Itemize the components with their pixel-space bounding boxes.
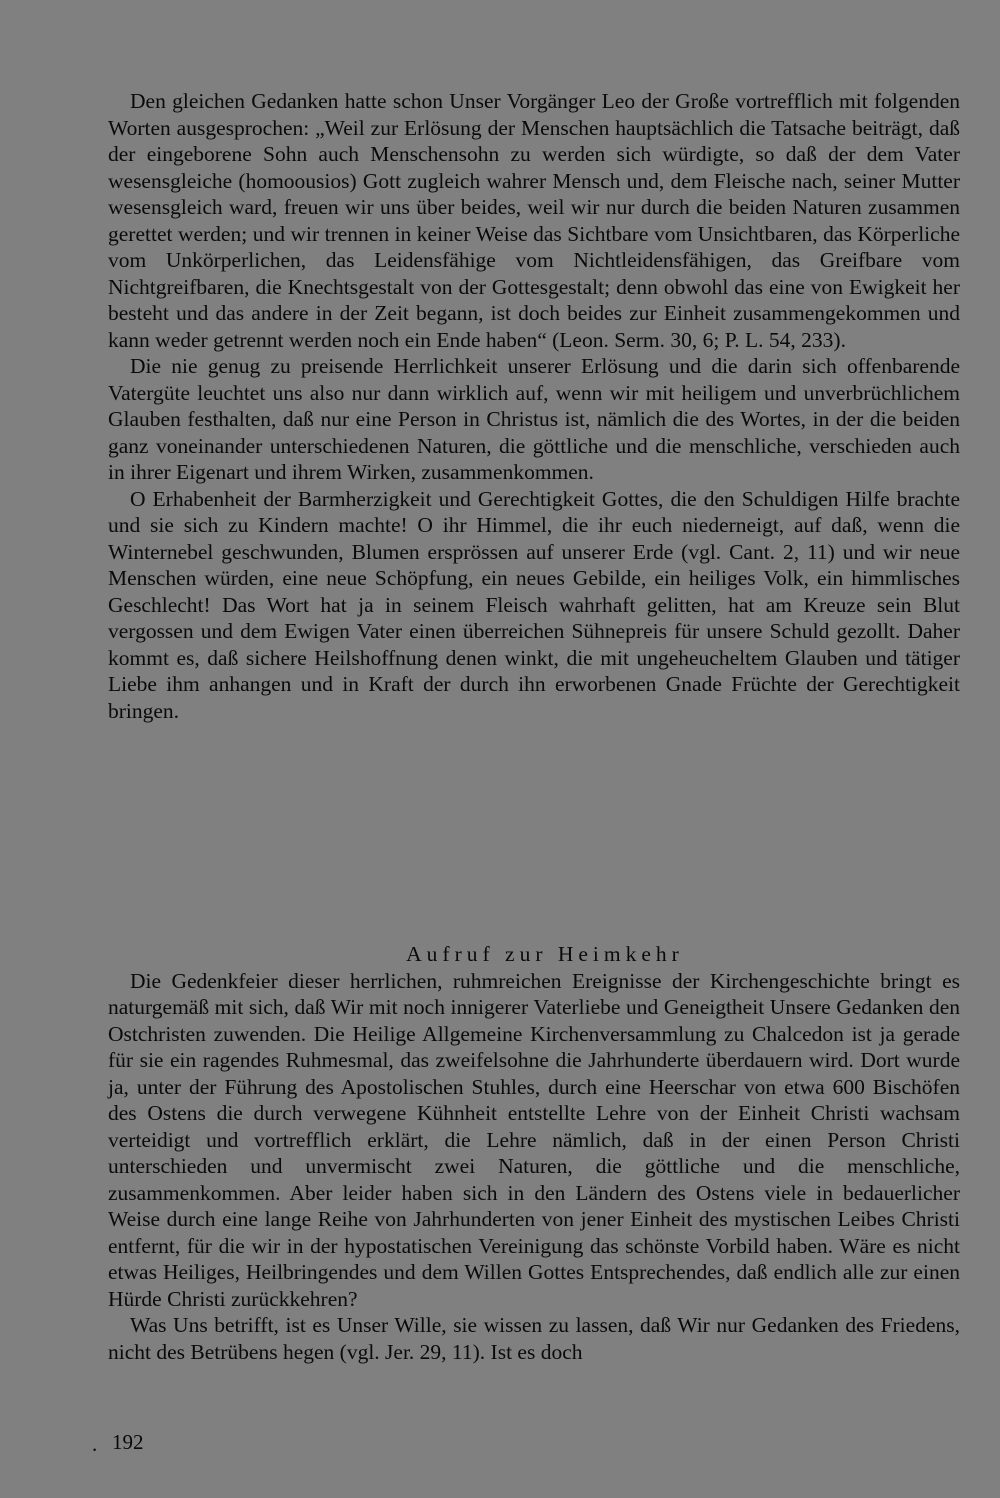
paragraph-redemption-glory: Die nie genug zu preisende Herrlichkeit unserer Erlösung und die darin sich offenbarende Vatergüte leuchtet uns also nur dann wirklich auf, wenn wir mit heiligem und unverbrüchlichem Glauben festhalten, daß nur eine Person in Christus ist, nämlich die des Wortes, in der die beiden ganz voneinander unterschiedenen Naturen, die göttliche und die menschliche, verschieden auch in ihrer Eigenart und ihrem Wirken, zusammenkommen. xyxy=(108,354,960,484)
paragraph-mercy-justice: O Erhabenheit der Barmherzigkeit und Gerechtigkeit Gottes, die den Schuldigen Hilfe brachte und sie sich zu Kindern machte! O ihr Himmel, die ihr euch niederneigt, auf daß, wenn die Winternebel geschwunden, Blumen ersprössen auf unserer Erde (vgl. Cant. 2, 11) und wir neue Menschen würden, eine neue Schöpfung, ein neues Gebilde, ein heiliges Volk, ein himmlisches Geschlecht! Das Wort hat ja in seinem Fleisch wahrhaft gelitten, hat am Kreuze sein Blut vergossen und dem Ewigen Vater einen überreichen Sühnepreis für unsere Schuld gezollt. Daher kommt es, daß sichere Heilshoffnung denen winkt, die mit ungeheucheltem Glauben und tätiger Liebe ihm anhangen und in Kraft der durch ihn erworbenen Gnade Früchte der Gerechtigkeit bringen. xyxy=(108,486,960,723)
paragraph-eastern-christians: Die Gedenkfeier dieser herrlichen, ruhmreichen Ereignisse der Kirchengeschichte bringt es naturgemäß mit sich, daß Wir mit noch innigerer Vaterliebe und Geneigtheit Unsere Gedanken den Ostchristen zuwenden. Die Heilige Allgemeine Kirchenversammlung zu Chalcedon ist ja gerade für sie ein ragendes Ruhmesmal, das zweifelsohne die Jahrhunderte überdauern wird. Dort wurde ja, unter der Führung des Apostolischen Stuhles, durch eine Heerschar von etwa 600 Bischöfen des Ostens die durch verwegene Kühnheit entstellte Lehre von der Einheit Christi wachsam verteidigt und vortrefflich erklärt, die Lehre nämlich, daß in der einen Person Christi unterschieden und unvermischt zwei Naturen, die göttliche und die menschliche, zusammenkommen. Aber leider haben sich in den Ländern des Ostens viele in bedauerlicher Weise durch eine lange Reihe von Jahrhunderten von jener Einheit des mystischen Leibes Christi entfernt, für die wir in der hypostatischen Vereinigung das schönste Vorbild haben. Wäre es nicht etwas Heiliges, Heilbringendes und dem Willen Gottes Entsprechendes, daß endlich alle zur einen Hürde Christi zurückkehren? xyxy=(108,968,960,1311)
section-heading: Aufruf zur Heimkehr xyxy=(406,942,684,966)
page-number: 192 xyxy=(112,1430,144,1454)
paragraph-leo-quote: Den gleichen Gedanken hatte schon Unser Vorgänger Leo der Große vortrefflich mit folgenden Worten ausgesprochen: „Weil zur Erlösung der Menschen hauptsächlich die Tatsache beiträgt, daß der eingeborene Sohn auch Menschensohn zu werden sich würdigte, so daß der dem Vater wesensgleiche (homoousios) Gott zugleich wahrer Mensch und, dem Fleische nach, seiner Mutter wesensgleich ward, freuen wir uns über beides, weil wir nur durch die beiden Naturen zusammen gerettet werden; und wir trennen in keiner Weise das Sichtbare vom Unsichtbaren, das Körperliche vom Unkörperlichen, das Leidensfähige vom Nichtleidensfähigen, das Greifbare vom Nichtgreifbaren, die Knechtsgestalt von der Gottesgestalt; denn obwohl das eine von Ewigkeit her besteht und das andere in der Zeit begann, ist doch beides zur Einheit zusammengekommen und kann weder getrennt werden noch ein Ende haben“ (Leon. Serm. 30, 6; P. L. 54, 233). xyxy=(108,89,960,352)
main-text-lower xyxy=(108,941,960,1365)
main-text-upper xyxy=(108,88,960,724)
paragraph-will-of-peace: Was Uns betrifft, ist es Unser Wille, sie wissen zu lassen, daß Wir nur Gedanken des Friedens, nicht des Betrübens hegen (vgl. Jer. 29, 11). Ist es doch xyxy=(108,1313,960,1364)
margin-mark: . xyxy=(92,1432,98,1456)
